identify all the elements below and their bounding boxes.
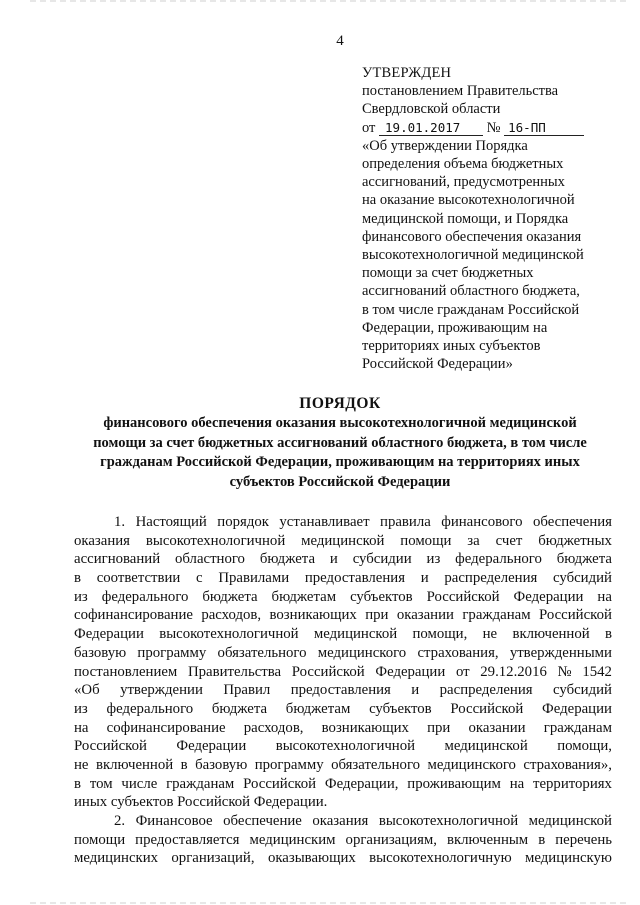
body-word: №	[557, 663, 572, 680]
body-word: Российской	[74, 738, 147, 755]
body-word: не	[74, 756, 89, 773]
body-line	[74, 625, 612, 644]
body-word: на	[597, 588, 612, 605]
approval-date-line	[362, 119, 622, 137]
document-subtitle-line: финансового обеспечения оказания высокотехнологичной медицинской	[103, 415, 577, 431]
body-word: Федерации	[542, 700, 612, 717]
body-word: возникающих	[321, 719, 409, 736]
body-word: бюджета	[211, 700, 268, 717]
document-subtitle	[60, 414, 620, 492]
body-line	[74, 663, 612, 682]
body-line	[74, 700, 612, 719]
scan-edge-top	[30, 0, 630, 3]
body-word: помощи	[74, 831, 126, 848]
document-title: ПОРЯДОК	[299, 395, 381, 412]
body-line	[74, 644, 612, 663]
body-word: медицинскую	[525, 850, 612, 867]
body-word: гражданам	[462, 607, 531, 624]
body-word: правила	[380, 514, 431, 530]
body-word: областного	[175, 551, 245, 568]
body-line: иных субъектов Российской Федерации.	[74, 794, 328, 811]
body-word: и	[411, 682, 420, 699]
body-word: устанавливает	[279, 514, 370, 530]
body-word: перечень	[555, 831, 612, 848]
body-word: из	[74, 700, 88, 717]
body-word: федерального	[106, 700, 194, 717]
body-word: счет	[495, 532, 523, 549]
body-word: помощи	[400, 532, 452, 549]
page-number: 4	[336, 33, 344, 49]
body-word: соответствии	[96, 570, 181, 587]
body-word: «Об	[74, 682, 100, 699]
body-word: обязательного	[331, 756, 421, 773]
approval-reference-line: на оказание высокотехнологичной	[362, 192, 575, 209]
body-word: бюджета	[202, 588, 258, 605]
body-word: федерального	[455, 551, 542, 568]
document-body	[74, 513, 612, 868]
body-word: с	[196, 570, 203, 587]
body-word: 1542	[582, 663, 612, 680]
body-word: включенной	[95, 756, 174, 773]
body-word: оказании	[468, 719, 526, 736]
body-word: Федерации	[74, 626, 144, 643]
body-line	[74, 756, 612, 775]
date-prefix: от	[362, 119, 376, 136]
body-word: оказания	[74, 532, 130, 549]
body-word: включенным	[446, 831, 529, 848]
body-word: бюджета	[556, 551, 612, 568]
approval-reference-line: ассигнований областного бюджета,	[362, 283, 580, 300]
body-word: за	[467, 532, 480, 549]
body-word: при	[365, 607, 389, 624]
body-line	[74, 831, 612, 850]
body-word: гражданам	[543, 719, 612, 736]
body-word: не	[482, 626, 498, 643]
body-word: помощи,	[557, 738, 612, 755]
body-word: из	[74, 588, 88, 605]
body-word: бюджетам	[285, 700, 351, 717]
body-word: порядок	[217, 514, 269, 530]
body-word: Федерации	[375, 663, 446, 680]
body-word: субсидий	[553, 570, 612, 587]
body-word: Федерации	[513, 588, 584, 605]
body-word: Российской	[538, 607, 612, 624]
body-word: распределения	[439, 682, 533, 699]
body-word: предоставляется	[135, 831, 240, 848]
body-word: обеспечения	[532, 514, 612, 530]
approval-title: УТВЕРЖДЕН	[362, 65, 452, 81]
document-subtitle-line: гражданам Российской Федерации, проживающим на территориях иных	[100, 454, 580, 470]
body-word: медицинской	[301, 532, 385, 549]
body-word: 1.	[114, 514, 126, 530]
body-word: медицинским	[249, 831, 336, 848]
approval-reference-line: территориях иных субъектов	[362, 338, 541, 355]
number-sign: №	[486, 119, 501, 136]
body-word: при	[427, 719, 451, 736]
body-word: высокотехнологичной	[378, 813, 519, 829]
body-word: субсидий	[553, 682, 612, 699]
body-word: базовую	[195, 756, 248, 773]
body-word: финансового	[441, 514, 523, 530]
body-word: Российской	[450, 700, 524, 717]
body-word: бюджета	[259, 551, 316, 568]
body-line	[74, 550, 612, 569]
approval-reference-line: в том числе гражданам Российской	[362, 301, 580, 318]
body-word: оказывающих	[267, 850, 356, 867]
body-word: расходов,	[243, 719, 304, 736]
approval-reference-line: Российской Федерации»	[362, 356, 513, 373]
body-word: и	[329, 551, 338, 568]
body-word: медицинской	[528, 813, 612, 829]
body-word: Федерации,	[324, 775, 399, 792]
body-line	[74, 737, 612, 756]
body-word: Правительства	[187, 663, 282, 680]
body-word: страхования»,	[523, 756, 612, 773]
approval-reference	[362, 137, 622, 374]
body-word: на	[509, 775, 525, 792]
approval-reference-line: высокотехнологичной медицинской	[362, 247, 584, 264]
approval-reference-line: «Об утверждении Порядка	[362, 137, 528, 154]
body-word: базовую	[74, 644, 127, 661]
approval-stamp	[362, 64, 622, 373]
body-line	[74, 532, 612, 551]
body-word: предоставления	[304, 570, 406, 587]
body-word: помощи,	[412, 626, 468, 643]
body-word: федерального	[101, 588, 189, 605]
body-word: утвержденными	[509, 644, 612, 661]
body-word: Российской	[291, 663, 365, 680]
body-word: Правил	[223, 682, 271, 699]
body-word: от	[455, 663, 470, 680]
body-word: организациям,	[345, 831, 437, 848]
body-line	[74, 812, 612, 831]
body-word: и	[420, 570, 429, 587]
body-word: утверждении	[120, 682, 203, 699]
approval-reference-line: Федерации, проживающим на	[362, 319, 548, 336]
body-word: возникающих	[269, 607, 357, 624]
body-line	[74, 719, 612, 738]
approval-date: 19.01.2017	[379, 121, 483, 136]
body-word: оказании	[396, 607, 454, 624]
body-word: медицинских	[74, 850, 159, 867]
body-word: организаций,	[171, 850, 255, 867]
body-word: высокотехнологичной	[275, 738, 416, 755]
body-line	[74, 569, 612, 588]
body-word: оказания	[312, 813, 369, 829]
body-word: проживающим	[407, 775, 501, 792]
body-word: программу	[254, 756, 324, 773]
body-word: медицинского	[317, 644, 407, 661]
body-line	[74, 588, 612, 607]
body-word: Настоящий	[135, 514, 207, 530]
body-word: софинансирование	[106, 719, 226, 736]
body-word: программу	[137, 644, 207, 661]
document-subtitle-line: помощи за счет бюджетных ассигнований областного бюджета, в том числе	[93, 434, 587, 451]
body-word: территориях	[533, 775, 612, 792]
body-word: обязательного	[217, 644, 307, 661]
body-word: распределения	[444, 570, 538, 587]
body-word: софинансирование	[74, 607, 193, 624]
body-word: медицинской	[313, 626, 398, 643]
approval-reference-line: определения объема бюджетных	[362, 156, 564, 173]
body-word: высокотехнологичной	[159, 626, 299, 643]
body-word: высокотехнологичную	[369, 850, 512, 867]
body-word: постановлением	[74, 663, 178, 680]
body-word: в	[538, 831, 546, 848]
body-word: Правилами	[218, 570, 290, 587]
body-word: в	[180, 756, 188, 773]
body-word: включенной	[512, 626, 590, 643]
body-word: субъектов	[350, 588, 413, 605]
body-line	[74, 513, 612, 532]
body-word: из	[426, 551, 441, 568]
body-word: медицинского	[427, 756, 516, 773]
body-word: Финансовое	[135, 813, 213, 829]
body-word: страхования,	[417, 644, 499, 661]
body-word: числе	[121, 775, 158, 792]
body-line	[74, 775, 612, 794]
body-word: расходов,	[201, 607, 262, 624]
body-word: Федерации	[176, 738, 247, 755]
body-line	[74, 606, 612, 625]
body-word: гражданам	[166, 775, 235, 792]
body-word: субсидии	[352, 551, 412, 568]
body-word: 29.12.2016	[480, 663, 547, 680]
body-word: Российской	[243, 775, 317, 792]
body-word: медицинской	[444, 738, 528, 755]
body-word: 2.	[114, 813, 126, 829]
approval-line: постановлением Правительства	[362, 83, 559, 100]
body-word: высокотехнологичной	[145, 532, 286, 549]
body-word: обеспечение	[223, 813, 302, 829]
body-word: том	[89, 775, 113, 792]
approval-reference-line: финансового обеспечения оказания	[362, 228, 582, 245]
approval-reference-line: ассигнований, предусмотренных	[362, 174, 565, 191]
body-word: в	[605, 626, 612, 643]
body-word: Российской	[426, 588, 500, 605]
document-subtitle-line: субъектов Российской Федерации	[229, 473, 451, 490]
approval-line: Свердловской области	[362, 101, 501, 118]
approval-number: 16-ПП	[504, 121, 584, 136]
body-word: субъектов	[369, 700, 432, 717]
body-line	[74, 681, 612, 700]
body-word: на	[74, 719, 89, 736]
body-word: бюджетных	[538, 532, 612, 549]
body-line	[74, 849, 612, 868]
approval-reference-line: помощи за счет бюджетных	[362, 265, 534, 282]
body-word: бюджетам	[271, 588, 337, 605]
body-word: в	[74, 570, 81, 587]
body-word: ассигнований	[74, 551, 161, 568]
body-word: в	[74, 775, 81, 792]
body-word: предоставления	[290, 682, 391, 699]
approval-reference-line: медицинской помощи, и Порядка	[362, 210, 569, 227]
